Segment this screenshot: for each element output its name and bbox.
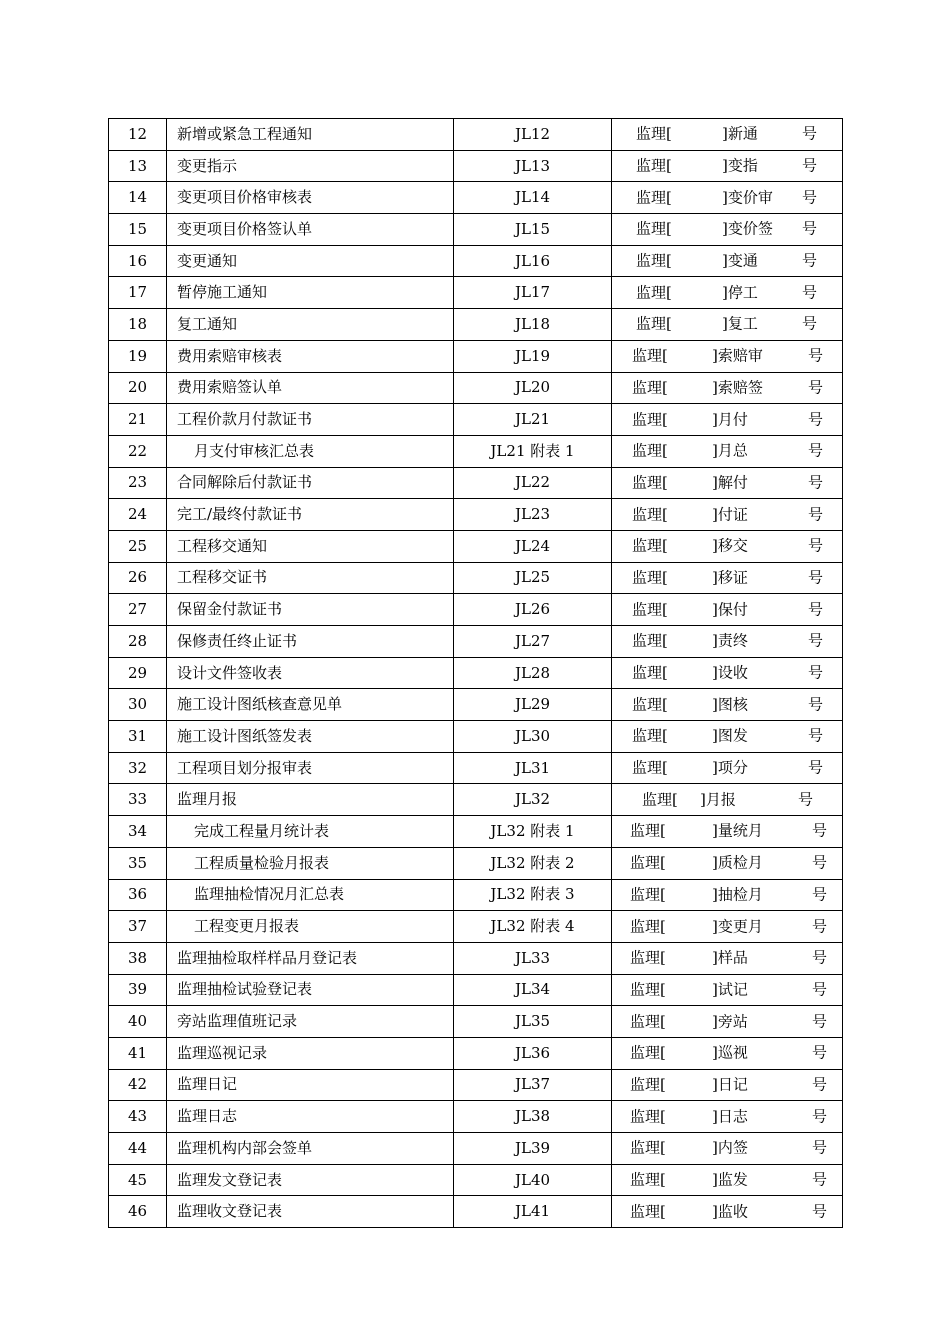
row-number: 38: [109, 942, 167, 974]
form-name: 月支付审核汇总表: [167, 435, 454, 467]
row-number: 17: [109, 277, 167, 309]
table-row: [109, 1069, 843, 1101]
table-row: [109, 372, 843, 404]
doc-number-format: [612, 942, 843, 974]
table-row: [109, 911, 843, 943]
doc-number-suffix: 号: [808, 631, 824, 650]
doc-number-format: [612, 119, 843, 151]
doc-number-abbr: ]变更月: [712, 917, 763, 936]
doc-number-prefix: 监理[: [632, 726, 668, 745]
form-name: 设计文件签收表: [167, 657, 454, 689]
doc-number-suffix: 号: [802, 188, 818, 207]
doc-number-suffix: 号: [812, 1043, 828, 1062]
form-code: JL15: [454, 214, 612, 246]
form-code: JL19: [454, 340, 612, 372]
table-row: [109, 847, 843, 879]
doc-number-prefix: 监理[: [630, 853, 666, 872]
form-code: JL41: [454, 1196, 612, 1228]
doc-number-format: [612, 689, 843, 721]
form-code: JL37: [454, 1069, 612, 1101]
form-code: JL16: [454, 245, 612, 277]
form-code: JL33: [454, 942, 612, 974]
doc-number-abbr: ]试记: [712, 980, 748, 999]
table-row: [109, 689, 843, 721]
form-name: 工程移交证书: [167, 562, 454, 594]
table-row: [109, 150, 843, 182]
table-row: [109, 119, 843, 151]
doc-number-suffix: 号: [802, 124, 818, 143]
doc-number-prefix: 监理[: [630, 1170, 666, 1189]
doc-number-prefix: 监理[: [636, 188, 672, 207]
doc-number-prefix: 监理[: [630, 980, 666, 999]
form-code: JL27: [454, 626, 612, 658]
row-number: 28: [109, 626, 167, 658]
doc-number-format: [612, 309, 843, 341]
doc-number-suffix: 号: [812, 1170, 828, 1189]
form-code: JL20: [454, 372, 612, 404]
doc-number-format: [612, 499, 843, 531]
doc-number-prefix: 监理[: [632, 536, 668, 555]
table-row: [109, 816, 843, 848]
table-row: [109, 214, 843, 246]
doc-number-suffix: 号: [802, 314, 818, 333]
row-number: 15: [109, 214, 167, 246]
doc-number-abbr: ]移交: [712, 536, 748, 555]
doc-number-prefix: 监理[: [632, 441, 668, 460]
doc-number-suffix: 号: [812, 1012, 828, 1031]
form-name: 监理发文登记表: [167, 1164, 454, 1196]
table-row: [109, 1133, 843, 1165]
form-code: JL25: [454, 562, 612, 594]
row-number: 32: [109, 752, 167, 784]
doc-number-prefix: 监理[: [632, 631, 668, 650]
doc-number-prefix: 监理[: [632, 663, 668, 682]
form-name: 费用索赔审核表: [167, 340, 454, 372]
doc-number-prefix: 监理[: [632, 473, 668, 492]
form-code: JL39: [454, 1133, 612, 1165]
form-code: JL32: [454, 784, 612, 816]
doc-number-suffix: 号: [812, 980, 828, 999]
doc-number-prefix: 监理[: [630, 1043, 666, 1062]
doc-number-prefix: 监理[: [630, 1012, 666, 1031]
form-name: 新增或紧急工程通知: [167, 119, 454, 151]
table-row: [109, 1196, 843, 1228]
doc-number-abbr: ]付证: [712, 505, 748, 524]
doc-number-suffix: 号: [808, 695, 824, 714]
row-number: 36: [109, 879, 167, 911]
table-row: [109, 752, 843, 784]
doc-number-suffix: 号: [808, 473, 824, 492]
form-code: JL38: [454, 1101, 612, 1133]
doc-number-abbr: ]索赔审: [712, 346, 763, 365]
doc-number-abbr: ]设收: [712, 663, 748, 682]
form-list-body: [109, 119, 843, 1228]
table-row: [109, 1037, 843, 1069]
doc-number-prefix: 监理[: [632, 600, 668, 619]
form-name: 工程价款月付款证书: [167, 404, 454, 436]
doc-number-prefix: 监理[: [632, 378, 668, 397]
table-row: [109, 721, 843, 753]
row-number: 29: [109, 657, 167, 689]
row-number: 19: [109, 340, 167, 372]
doc-number-prefix: 监理[: [630, 1202, 666, 1221]
row-number: 43: [109, 1101, 167, 1133]
form-code: JL36: [454, 1037, 612, 1069]
form-name: 监理月报: [167, 784, 454, 816]
row-number: 27: [109, 594, 167, 626]
doc-number-abbr: ]停工: [722, 283, 758, 302]
doc-number-prefix: 监理[: [642, 790, 678, 809]
row-number: 24: [109, 499, 167, 531]
doc-number-abbr: ]移证: [712, 568, 748, 587]
row-number: 44: [109, 1133, 167, 1165]
doc-number-suffix: 号: [808, 441, 824, 460]
table-row: [109, 562, 843, 594]
doc-number-suffix: 号: [812, 917, 828, 936]
doc-number-suffix: 号: [802, 219, 818, 238]
form-code: JL17: [454, 277, 612, 309]
form-name: 费用索赔签认单: [167, 372, 454, 404]
doc-number-format: [612, 816, 843, 848]
doc-number-format: [612, 784, 843, 816]
form-list-table: [108, 118, 843, 1228]
doc-number-format: [612, 1037, 843, 1069]
doc-number-format: [612, 435, 843, 467]
table-row: [109, 784, 843, 816]
form-name: 施工设计图纸签发表: [167, 721, 454, 753]
doc-number-suffix: 号: [808, 505, 824, 524]
row-number: 14: [109, 182, 167, 214]
doc-number-format: [612, 911, 843, 943]
table-row: [109, 1164, 843, 1196]
doc-number-abbr: ]解付: [712, 473, 748, 492]
form-code: JL12: [454, 119, 612, 151]
doc-number-abbr: ]质检月: [712, 853, 763, 872]
form-name: 监理日志: [167, 1101, 454, 1133]
doc-number-abbr: ]内签: [712, 1138, 748, 1157]
form-code: JL32 附表 2: [454, 847, 612, 879]
doc-number-prefix: 监理[: [636, 251, 672, 270]
table-row: [109, 974, 843, 1006]
doc-number-abbr: ]变指: [722, 156, 758, 175]
doc-number-format: [612, 150, 843, 182]
form-name: 监理收文登记表: [167, 1196, 454, 1228]
doc-number-suffix: 号: [808, 758, 824, 777]
doc-number-abbr: ]复工: [722, 314, 758, 333]
doc-number-prefix: 监理[: [630, 1075, 666, 1094]
doc-number-format: [612, 1069, 843, 1101]
form-name: 变更项目价格签认单: [167, 214, 454, 246]
doc-number-format: [612, 974, 843, 1006]
doc-number-suffix: 号: [812, 1075, 828, 1094]
row-number: 40: [109, 1006, 167, 1038]
row-number: 41: [109, 1037, 167, 1069]
doc-number-suffix: 号: [802, 283, 818, 302]
form-name: 暂停施工通知: [167, 277, 454, 309]
doc-number-prefix: 监理[: [632, 346, 668, 365]
table-row: [109, 182, 843, 214]
doc-number-prefix: 监理[: [632, 410, 668, 429]
doc-number-suffix: 号: [802, 251, 818, 270]
form-name: 工程变更月报表: [167, 911, 454, 943]
doc-number-suffix: 号: [808, 378, 824, 397]
doc-number-suffix: 号: [812, 853, 828, 872]
doc-number-prefix: 监理[: [630, 1138, 666, 1157]
table-row: [109, 657, 843, 689]
table-row: [109, 467, 843, 499]
doc-number-suffix: 号: [802, 156, 818, 175]
doc-number-format: [612, 879, 843, 911]
form-code: JL14: [454, 182, 612, 214]
row-number: 16: [109, 245, 167, 277]
table-row: [109, 340, 843, 372]
doc-number-suffix: 号: [812, 1138, 828, 1157]
doc-number-prefix: 监理[: [632, 505, 668, 524]
doc-number-format: [612, 626, 843, 658]
doc-number-abbr: ]图发: [712, 726, 748, 745]
doc-number-format: [612, 182, 843, 214]
doc-number-format: [612, 1006, 843, 1038]
doc-number-abbr: ]保付: [712, 600, 748, 619]
form-name: 旁站监理值班记录: [167, 1006, 454, 1038]
row-number: 37: [109, 911, 167, 943]
doc-number-prefix: 监理[: [630, 917, 666, 936]
form-name: 监理机构内部会签单: [167, 1133, 454, 1165]
doc-number-prefix: 监理[: [630, 885, 666, 904]
doc-number-format: [612, 530, 843, 562]
row-number: 46: [109, 1196, 167, 1228]
table-row: [109, 1006, 843, 1038]
form-code: JL29: [454, 689, 612, 721]
doc-number-abbr: ]旁站: [712, 1012, 748, 1031]
form-name: 变更通知: [167, 245, 454, 277]
doc-number-suffix: 号: [808, 568, 824, 587]
form-code: JL32 附表 1: [454, 816, 612, 848]
doc-number-suffix: 号: [812, 885, 828, 904]
doc-number-suffix: 号: [808, 663, 824, 682]
doc-number-format: [612, 721, 843, 753]
doc-number-prefix: 监理[: [632, 758, 668, 777]
form-name: 监理抽检取样样品月登记表: [167, 942, 454, 974]
doc-number-prefix: 监理[: [636, 314, 672, 333]
doc-number-suffix: 号: [808, 536, 824, 555]
row-number: 31: [109, 721, 167, 753]
doc-number-abbr: ]变价签: [722, 219, 773, 238]
form-name: 复工通知: [167, 309, 454, 341]
doc-number-prefix: 监理[: [636, 219, 672, 238]
form-code: JL28: [454, 657, 612, 689]
form-name: 保修责任终止证书: [167, 626, 454, 658]
doc-number-abbr: ]月报: [700, 790, 736, 809]
form-name: 监理抽检情况月汇总表: [167, 879, 454, 911]
doc-number-prefix: 监理[: [636, 283, 672, 302]
table-row: [109, 530, 843, 562]
doc-number-format: [612, 1101, 843, 1133]
doc-number-abbr: ]日记: [712, 1075, 748, 1094]
row-number: 30: [109, 689, 167, 721]
form-code: JL18: [454, 309, 612, 341]
doc-number-abbr: ]责终: [712, 631, 748, 650]
form-code: JL30: [454, 721, 612, 753]
doc-number-suffix: 号: [812, 821, 828, 840]
row-number: 35: [109, 847, 167, 879]
row-number: 45: [109, 1164, 167, 1196]
form-code: JL31: [454, 752, 612, 784]
row-number: 42: [109, 1069, 167, 1101]
form-code: JL24: [454, 530, 612, 562]
form-code: JL21: [454, 404, 612, 436]
doc-number-abbr: ]新通: [722, 124, 758, 143]
doc-number-abbr: ]抽检月: [712, 885, 763, 904]
doc-number-format: [612, 1164, 843, 1196]
doc-number-abbr: ]月总: [712, 441, 748, 460]
table-row: [109, 1101, 843, 1133]
doc-number-format: [612, 1133, 843, 1165]
table-row: [109, 594, 843, 626]
doc-number-suffix: 号: [812, 1107, 828, 1126]
form-code: JL32 附表 3: [454, 879, 612, 911]
doc-number-abbr: ]监收: [712, 1202, 748, 1221]
table-row: [109, 879, 843, 911]
form-code: JL21 附表 1: [454, 435, 612, 467]
form-name: 完工/最终付款证书: [167, 499, 454, 531]
form-name: 监理日记: [167, 1069, 454, 1101]
doc-number-prefix: 监理[: [632, 568, 668, 587]
doc-number-prefix: 监理[: [636, 156, 672, 175]
form-name: 工程移交通知: [167, 530, 454, 562]
doc-number-abbr: ]变价审: [722, 188, 773, 207]
doc-number-suffix: 号: [808, 726, 824, 745]
doc-number-abbr: ]量统月: [712, 821, 763, 840]
row-number: 33: [109, 784, 167, 816]
doc-number-prefix: 监理[: [630, 948, 666, 967]
doc-number-format: [612, 847, 843, 879]
row-number: 21: [109, 404, 167, 436]
table-row: [109, 245, 843, 277]
form-code: JL35: [454, 1006, 612, 1038]
table-row: [109, 626, 843, 658]
doc-number-abbr: ]巡视: [712, 1043, 748, 1062]
form-name: 工程质量检验月报表: [167, 847, 454, 879]
row-number: 13: [109, 150, 167, 182]
table-row: [109, 277, 843, 309]
form-code: JL22: [454, 467, 612, 499]
doc-number-format: [612, 752, 843, 784]
table-row: [109, 435, 843, 467]
doc-number-prefix: 监理[: [630, 821, 666, 840]
row-number: 39: [109, 974, 167, 1006]
form-name: 变更指示: [167, 150, 454, 182]
doc-number-format: [612, 277, 843, 309]
form-name: 监理巡视记录: [167, 1037, 454, 1069]
form-name: 完成工程量月统计表: [167, 816, 454, 848]
doc-number-format: [612, 372, 843, 404]
form-code: JL13: [454, 150, 612, 182]
form-name: 合同解除后付款证书: [167, 467, 454, 499]
row-number: 25: [109, 530, 167, 562]
table-row: [109, 499, 843, 531]
row-number: 34: [109, 816, 167, 848]
doc-number-format: [612, 657, 843, 689]
doc-number-format: [612, 214, 843, 246]
doc-number-abbr: ]项分: [712, 758, 748, 777]
doc-number-format: [612, 594, 843, 626]
doc-number-suffix: 号: [808, 346, 824, 365]
doc-number-abbr: ]日志: [712, 1107, 748, 1126]
row-number: 20: [109, 372, 167, 404]
doc-number-suffix: 号: [812, 1202, 828, 1221]
table-row: [109, 309, 843, 341]
doc-number-suffix: 号: [812, 948, 828, 967]
table-row: [109, 942, 843, 974]
row-number: 26: [109, 562, 167, 594]
doc-number-suffix: 号: [808, 410, 824, 429]
table-row: [109, 404, 843, 436]
doc-number-abbr: ]变通: [722, 251, 758, 270]
doc-number-format: [612, 562, 843, 594]
doc-number-abbr: ]监发: [712, 1170, 748, 1189]
form-code: JL26: [454, 594, 612, 626]
doc-number-format: [612, 340, 843, 372]
doc-number-abbr: ]月付: [712, 410, 748, 429]
form-name: 监理抽检试验登记表: [167, 974, 454, 1006]
doc-number-prefix: 监理[: [632, 695, 668, 714]
doc-number-format: [612, 467, 843, 499]
doc-number-format: [612, 404, 843, 436]
form-name: 施工设计图纸核查意见单: [167, 689, 454, 721]
doc-number-abbr: ]图核: [712, 695, 748, 714]
form-name: 工程项目划分报审表: [167, 752, 454, 784]
doc-number-format: [612, 245, 843, 277]
form-code: JL34: [454, 974, 612, 1006]
form-code: JL32 附表 4: [454, 911, 612, 943]
doc-number-abbr: ]索赔签: [712, 378, 763, 397]
doc-number-suffix: 号: [808, 600, 824, 619]
row-number: 23: [109, 467, 167, 499]
form-name: 变更项目价格审核表: [167, 182, 454, 214]
form-code: JL23: [454, 499, 612, 531]
doc-number-suffix: 号: [798, 790, 814, 809]
row-number: 22: [109, 435, 167, 467]
form-code: JL40: [454, 1164, 612, 1196]
form-name: 保留金付款证书: [167, 594, 454, 626]
doc-number-prefix: 监理[: [636, 124, 672, 143]
doc-number-prefix: 监理[: [630, 1107, 666, 1126]
doc-number-abbr: ]样品: [712, 948, 748, 967]
doc-number-format: [612, 1196, 843, 1228]
row-number: 12: [109, 119, 167, 151]
row-number: 18: [109, 309, 167, 341]
